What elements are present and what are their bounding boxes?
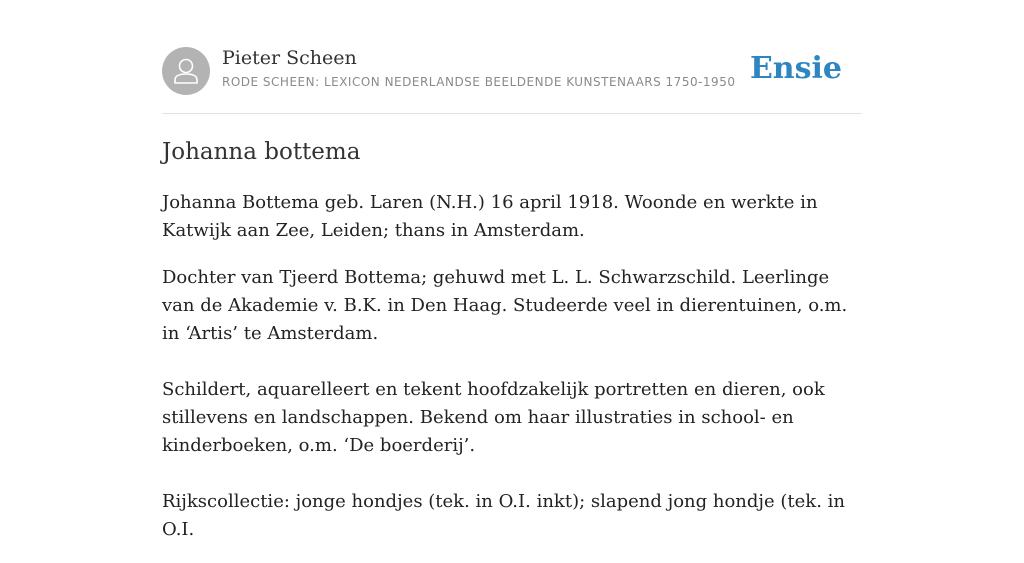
entry-title: Johanna bottema xyxy=(162,139,361,165)
author-name[interactable]: Pieter Scheen xyxy=(222,47,357,69)
article-page xyxy=(162,0,862,540)
paragraph-family-education: Dochter van Tjeerd Bottema; gehuwd met L. L. Schwarzschild. Leerlinge van de Akademie v. B.K. in Den Haag. Studeerde veel in dierentuinen, o.m. in ‘Artis’ te Amsterdam. xyxy=(162,267,848,344)
paragraph-collection: Rijkscollectie: jonge hondjes (tek. in O.I. inkt); slapend jong hondje (tek. in O.I. xyxy=(162,491,845,540)
user-avatar-icon[interactable] xyxy=(162,47,210,95)
article-header xyxy=(162,45,862,114)
ensie-logo[interactable]: Ensie xyxy=(749,51,842,86)
paragraph-work: Schildert, aquarelleert en tekent hoofdzakelijk portretten en dieren, ook stillevens en landschappen. Bekend om haar illustraties in school- en kinderboeken, o.m. ‘De boerderij’. xyxy=(162,379,825,456)
paragraph-biography: Johanna Bottema geb. Laren (N.H.) 16 april 1918. Woonde en werkte in Katwijk aan Zee, Leiden; thans in Amsterdam. xyxy=(162,192,818,241)
source-title[interactable]: RODE SCHEEN: LEXICON NEDERLANDSE BEELDENDE KUNSTENAARS 1750-1950 xyxy=(222,75,736,89)
entry-content xyxy=(162,189,862,563)
